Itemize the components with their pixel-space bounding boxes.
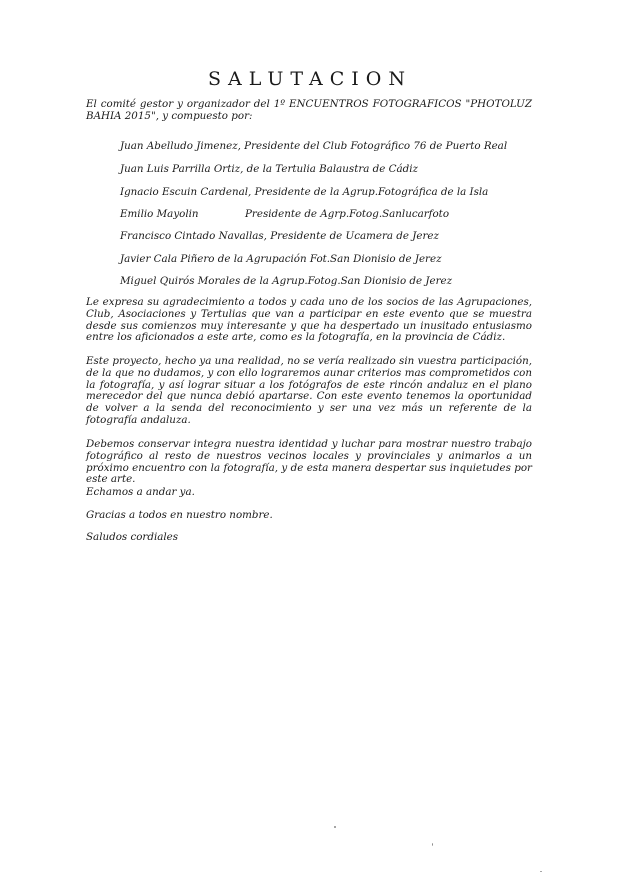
committee-member: Francisco Cintado Navallas, Presidente de Ucamera de Jerez — [120, 230, 439, 242]
committee-member — [120, 208, 540, 220]
committee-member: Juan Abelludo Jimenez, Presidente del Club Fotográfico 76 de Puerto Real — [120, 140, 508, 152]
committee-member: Javier Cala Piñero de la Agrupación Fot.San Dionisio de Jerez — [120, 253, 442, 265]
scan-speck — [334, 826, 336, 828]
page-title: SALUTACION — [208, 68, 412, 90]
body-paragraph: Este proyecto, hecho ya una realidad, no se vería realizado sin vuestra participación, de la que no dudamos, y con ello lograremos aunar criterios mas comprometidos con la fotografía, y así lograr situar a los fotógrafos de este rincón andaluz en el plano merecedor del que nunca debió apartarse. Con este evento tenemos la oportunidad de volver a la senda del reconocimiento y ser una vez más un referente de la fotografía andaluza. — [86, 355, 532, 426]
scan-speck — [540, 871, 542, 872]
member-role: Presidente de Agrp.Fotog.Sanlucarfoto — [245, 208, 450, 220]
committee-member: Miguel Quirós Morales de la Agrup.Fotog.San Dionisio de Jerez — [120, 275, 453, 287]
body-paragraph: Debemos conservar integra nuestra identidad y luchar para mostrar nuestro trabajo fotográfico al resto de nuestros vecinos locales y provinciales y animarlos a un próximo encuentro con la fotografía, y de esta manera despertar sus inquietudes por este arte. — [86, 438, 532, 486]
member-name: Emilio Mayolin — [120, 208, 199, 220]
body-paragraph: Echamos a andar ya. — [86, 486, 195, 498]
body-paragraph: Gracias a todos en nuestro nombre. — [86, 509, 273, 521]
committee-member: Juan Luis Parrilla Ortiz, de la Tertulia Balaustra de Cádiz — [120, 163, 418, 175]
scan-speck — [432, 843, 433, 846]
closing-line: Saludos cordiales — [86, 531, 179, 543]
body-paragraph: Le expresa su agradecimiento a todos y cada uno de los socios de las Agrupaciones, Club, Asociaciones y Tertulias que van a participar en este evento que se muestra desde sus comienzos muy interesante y que ha despertado un inusitado entusiasmo entre los aficionados a este arte, como es la fotografía, en la provincia de Cádiz. — [86, 296, 532, 344]
intro-paragraph: El comité gestor y organizador del 1º ENCUENTROS FOTOGRAFICOS "PHOTOLUZ BAHIA 2015", y compuesto por: — [86, 98, 532, 122]
committee-member: Ignacio Escuin Cardenal, Presidente de la Agrup.Fotográfica de la Isla — [120, 186, 489, 198]
